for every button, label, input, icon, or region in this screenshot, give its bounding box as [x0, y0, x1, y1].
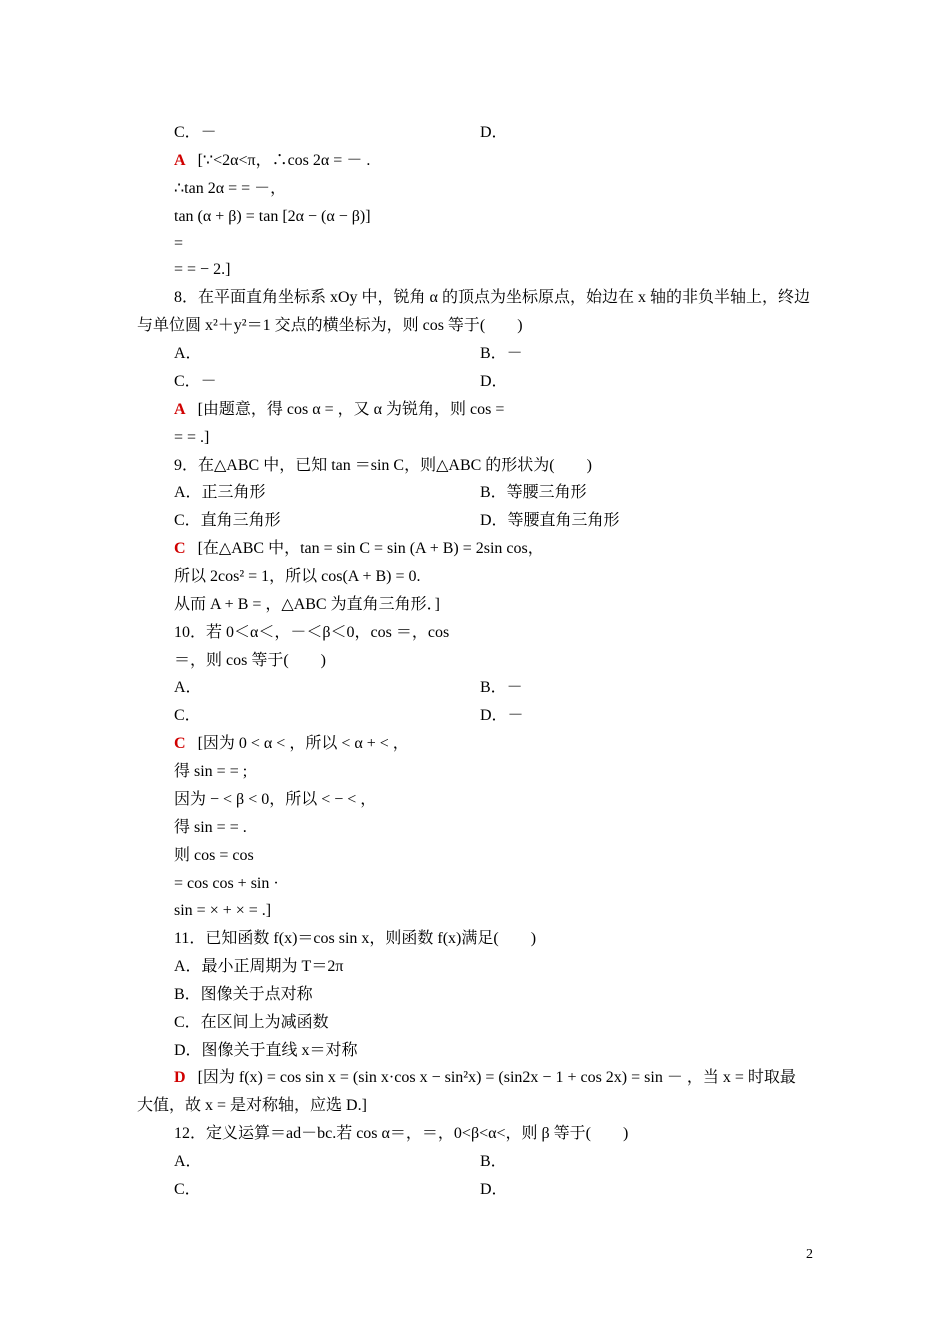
line-text: 所以 2cos² = 1，所以 cos(A + B) = 0.: [174, 568, 421, 585]
text-line: [174, 957, 343, 977]
answer-label: D: [174, 1069, 186, 1086]
line-text: A．最小正周期为 T＝2π: [174, 958, 344, 975]
text-line: [480, 372, 508, 392]
line-text: B．图像关于点对称: [174, 986, 313, 1003]
line-text: D．等腰直角三角形: [480, 512, 620, 529]
line-text: 10．若 0＜α＜，－＜β＜0，cos ＝，cos: [174, 624, 450, 641]
line-text: [因为 0 < α < ，所以 < α + < ，: [197, 735, 409, 752]
text-line: [174, 567, 421, 587]
text-line: [174, 288, 810, 308]
text-line: [174, 1124, 628, 1144]
line-text: D．: [480, 1181, 508, 1198]
line-text: 11．已知函数 f(x)＝cos sin x，则函数 f(x)满足( ): [174, 930, 537, 947]
line-text: 从而 A + B = ，△ABC 为直角三角形．]: [174, 596, 440, 613]
text-line: [480, 1152, 507, 1172]
line-text: C．直角三角形: [174, 512, 281, 529]
line-text: D．: [480, 124, 508, 141]
answer-label: C: [174, 540, 186, 557]
text-line: [174, 344, 202, 364]
text-line: [137, 1096, 367, 1116]
line-text: 9．在△ABC 中，已知 tan ＝sin C，则△ABC 的形状为( ): [174, 457, 592, 474]
line-text: 8．在平面直角坐标系 xOy 中，锐角 α 的顶点为坐标原点，始边在 x 轴的非负半轴上，终边: [174, 289, 810, 306]
line-text: C．: [174, 707, 201, 724]
text-line: [174, 929, 536, 949]
text-line: [174, 790, 376, 810]
text-line: [174, 456, 592, 476]
text-line: [174, 151, 370, 171]
line-text: D．: [480, 373, 508, 390]
text-line: [174, 818, 247, 838]
answer-label: C: [174, 735, 186, 752]
line-text: B．: [480, 1153, 507, 1170]
page-number: 2: [806, 1247, 813, 1262]
line-text: = = − 2.]: [174, 261, 231, 278]
text-line: [480, 123, 508, 143]
line-text: C．－: [174, 373, 217, 390]
text-line: [174, 428, 209, 448]
line-text: C．: [174, 1181, 201, 1198]
text-line: [174, 595, 440, 615]
line-text: C．在区间上为减函数: [174, 1014, 329, 1031]
text-line: [174, 1152, 202, 1172]
text-line: [174, 260, 230, 280]
text-line: [174, 762, 247, 782]
line-text: 则 cos = cos: [174, 847, 254, 864]
line-text: tan (α + β) = tan [2α − (α − β)]: [174, 208, 371, 225]
line-text: B．－: [480, 679, 523, 696]
text-line: [480, 678, 523, 698]
line-text: [∵<2α<π，∴cos 2α = － .: [197, 152, 371, 169]
line-text: = = .]: [174, 429, 210, 446]
text-line: [174, 678, 202, 698]
line-text: [由题意，得 cos α = ，又 α 为锐角，则 cos =: [197, 401, 505, 418]
line-text: 因为 − < β < 0，所以 < − < ，: [174, 791, 377, 808]
line-text: B．－: [480, 345, 523, 362]
line-text: = cos cos + sin ·: [174, 875, 279, 892]
line-text: A．: [174, 679, 202, 696]
text-line: [174, 1041, 358, 1061]
text-line: [174, 207, 371, 227]
text-line: [174, 539, 544, 559]
text-line: [137, 316, 523, 336]
line-text: 大值，故 x = 是对称轴，应选 D.]: [137, 1097, 367, 1114]
text-line: [174, 651, 326, 671]
line-text: A．正三角形: [174, 484, 266, 501]
line-text: sin = × + × = .]: [174, 902, 272, 919]
text-line: [480, 344, 523, 364]
line-text: A．: [174, 1153, 202, 1170]
text-line: [174, 985, 313, 1005]
answer-label: A: [174, 401, 186, 418]
text-line: [174, 1013, 329, 1033]
text-line: [174, 1180, 201, 1200]
line-text: C．－: [174, 124, 217, 141]
line-text: B．等腰三角形: [480, 484, 587, 501]
text-line: [174, 400, 504, 420]
text-line: [174, 901, 271, 921]
text-line: [174, 623, 449, 643]
text-line: [174, 874, 279, 894]
text-line: [174, 1068, 796, 1088]
line-text: ∴tan 2α = = －，: [174, 180, 287, 197]
text-line: [480, 511, 620, 531]
text-line: [174, 234, 183, 254]
text-line: [480, 483, 587, 503]
text-line: [174, 846, 254, 866]
text-line: [174, 123, 217, 143]
text-line: [174, 483, 266, 503]
line-text: 12．定义运算＝ad－bc.若 cos α＝，＝，0<β<α<，则 β 等于( ): [174, 1125, 629, 1142]
line-text: D．－: [480, 707, 524, 724]
text-line: [174, 372, 217, 392]
text-line: [174, 706, 201, 726]
line-text: D．图像关于直线 x＝对称: [174, 1042, 358, 1059]
line-text: 得 sin = = ;: [174, 763, 248, 780]
line-text: 得 sin = = .: [174, 819, 247, 836]
line-text: 与单位圆 x²＋y²＝1 交点的横坐标为，则 cos 等于( ): [137, 317, 523, 334]
text-line: [174, 179, 286, 199]
line-text: A．: [174, 345, 202, 362]
line-text: [在△ABC 中，tan = sin C = sin (A + B) = 2sin cos，: [197, 540, 544, 557]
text-line: [480, 1180, 508, 1200]
line-text: =: [174, 235, 184, 252]
text-line: [480, 706, 524, 726]
text-line: [174, 511, 281, 531]
line-text: ＝，则 cos 等于( ): [174, 652, 326, 669]
answer-label: A: [174, 152, 186, 169]
text-line: [174, 734, 409, 754]
line-text: [因为 f(x) = cos sin x = (sin x·cos x − sin²x) = (sin2x − 1 + cos 2x) = sin － ，当 x = 时取最: [197, 1069, 796, 1086]
